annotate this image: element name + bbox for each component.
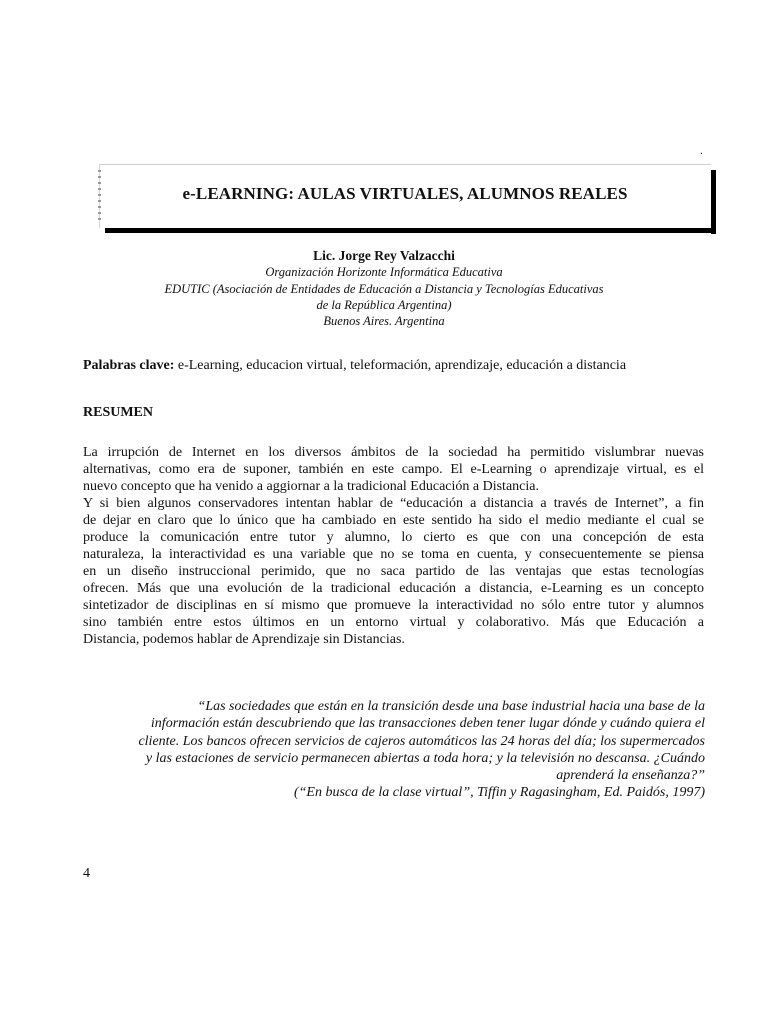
- abstract-line: en un diseño instruccional perimido, que no saca partido de las ventajas que estas tecnologías: [83, 564, 704, 579]
- abstract-line: de dejar en claro que lo único que ha cambiado en este sentido ha sido el medio mediante el cual se: [83, 513, 704, 528]
- abstract-line: sintetizador de disciplinas en sí mismo que promueve la interactividad no sólo entre tutor y alumnos: [83, 598, 704, 613]
- abstract-line: alternativas, como era de suponer, también en este campo. El e-Learning o aprendizaje virtual, es el: [83, 462, 704, 477]
- affiliation-line-4: Buenos Aires. Argentina: [323, 314, 445, 328]
- quote-citation: (“En busca de la clase virtual”, Tiffin y Ragasingham, Ed. Paidós, 1997): [293, 785, 705, 801]
- quote-line: “Las sociedades que están en la transición desde una base industrial hacia una base de la: [197, 699, 705, 714]
- abstract-line: produce la comunicación entre tutor y alumno, lo cierto es que con una concepción de esta: [83, 530, 704, 545]
- affiliation-line-1: Organización Horizonte Informática Educativa: [265, 265, 503, 279]
- keywords-text: e-Learning, educacion virtual, teleformación, aprendizaje, educación a distancia: [174, 358, 627, 373]
- title-box-shadow-right: [711, 170, 716, 234]
- abstract-heading: RESUMEN: [83, 405, 154, 420]
- quote-line: cliente. Los bancos ofrecen servicios de cajeros automáticos las 24 horas del día; los supermercados: [138, 733, 705, 749]
- abstract-line: naturaleza, la interactividad es una variable que no se toma en cuenta, y consecuentemente se piensa: [83, 547, 704, 562]
- abstract-line: Y si bien algunos conservadores intentan hablar de “educación a distancia a través de Internet”, a fin: [83, 496, 704, 511]
- abstract-line: nuevo concepto que ha venido a aggiornar a la tradicional Educación a Distancia.: [83, 479, 539, 494]
- document-title: e-LEARNING: AULAS VIRTUALES, ALUMNOS REALES: [182, 184, 628, 203]
- abstract-line: sino también entre estos últimos en un entorno virtual y colaborativo. Más que Educación a: [83, 615, 704, 630]
- keywords: [83, 358, 703, 374]
- epigraph-quote: [72, 698, 705, 802]
- affiliation-line-2: EDUTIC (Asociación de Entidades de Educación a Distancia y Tecnologías Educativas: [164, 282, 604, 296]
- page-mark: .: [700, 145, 703, 157]
- quote-line: y las estaciones de servicio permanecen abiertas a toda hora; y la televisión no descansa. ¿Cuándo: [145, 750, 705, 766]
- affiliation-line-3: de la República Argentina): [316, 298, 452, 312]
- title-box-shadow-bottom: [105, 228, 716, 233]
- abstract-line: La irrupción de Internet en los diversos ámbitos de la sociedad ha permitido vislumbrar nuevas: [83, 445, 704, 460]
- abstract-line: ofrecen. Más que una evolución de la tradicional educación a distancia, e-Learning es un concepto: [83, 581, 704, 596]
- quote-line: información están descubriendo que las transacciones deben tener lugar dónde y cuándo quiera el: [150, 716, 705, 732]
- author-name: Lic. Jorge Rey Valzacchi: [313, 248, 455, 263]
- keywords-label: Palabras clave:: [83, 358, 175, 373]
- quote-line: aprenderá la enseñanza?”: [556, 768, 705, 784]
- page-number: 4: [83, 866, 90, 881]
- abstract-line: Distancia, podemos hablar de Aprendizaje sin Distancias.: [83, 632, 405, 647]
- title-box: [99, 164, 711, 228]
- abstract-body: [83, 444, 704, 648]
